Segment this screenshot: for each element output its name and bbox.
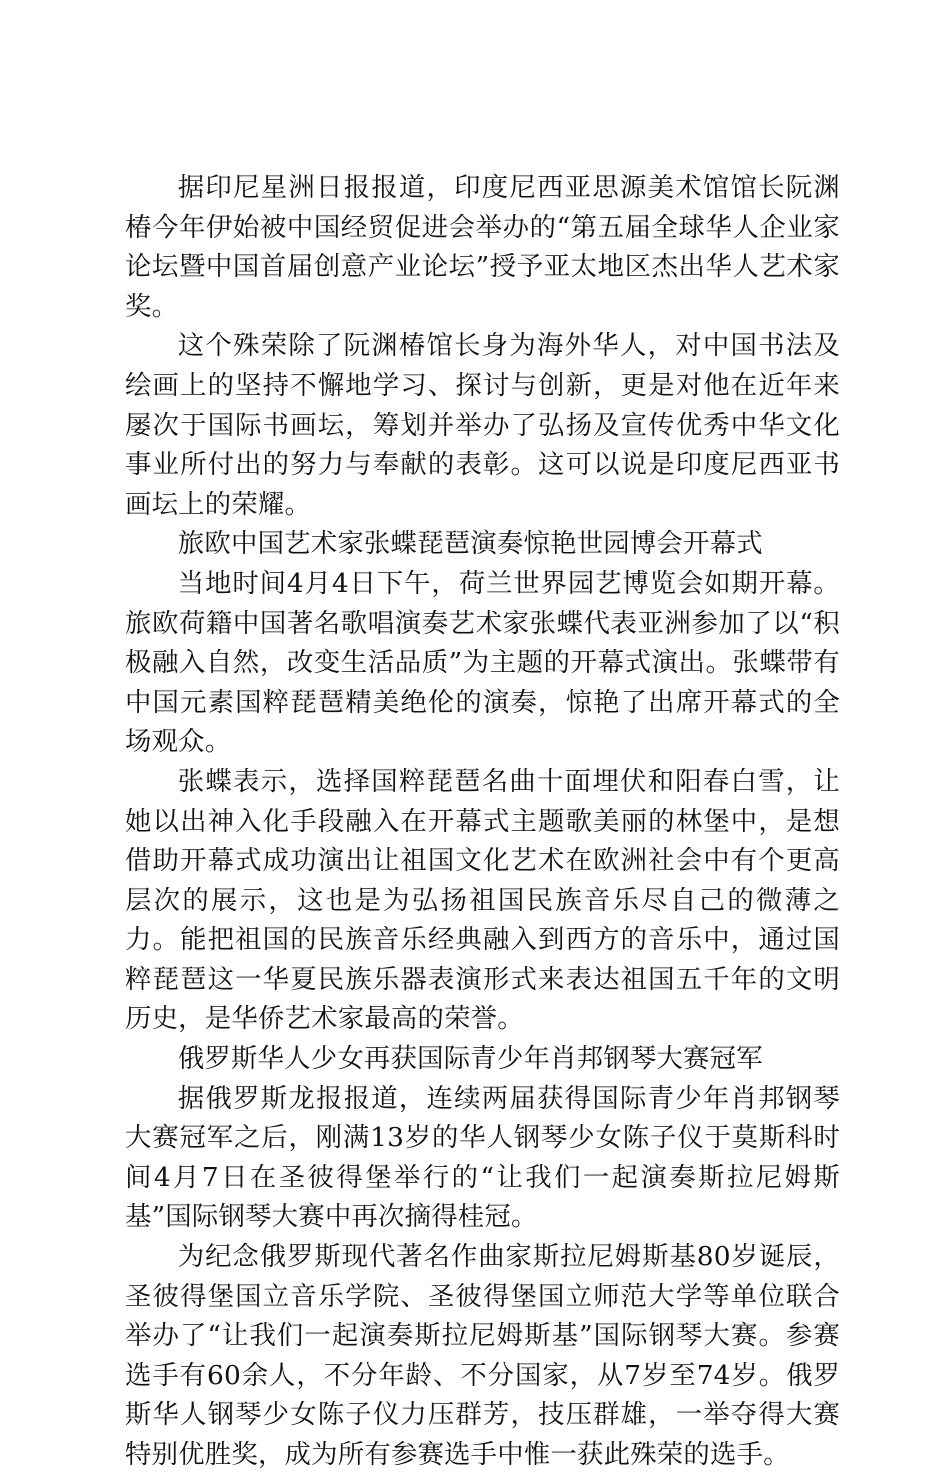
heading-pipa-performance: 旅欧中国艺术家张蝶琵琶演奏惊艳世园博会开幕式 bbox=[177, 528, 763, 560]
paragraph-award-news: 据印尼星洲日报报道，印度尼西亚思源美术馆馆长阮渊椿今年伊始被中国经贸促进会举办的“第五届全球华人企业家论坛暨中国首届创意产业论坛”授予亚太地区杰出华人艺术家奖。 bbox=[125, 172, 840, 322]
paragraph-award-significance: 这个殊荣除了阮渊椿馆长身为海外华人，对中国书法及绘画上的坚持不懈地学习、探讨与创新，更是对他在近年来屡次于国际书画坛，筹划并举办了弘扬及宣传优秀中华文化事业所付出的努力与奉献的表彰。这可以说是印度尼西亚书画坛上的荣耀。 bbox=[125, 330, 840, 520]
paragraph-zhang-die-statement: 张蝶表示，选择国粹琵琶名曲十面埋伏和阳春白雪，让她以出神入化手段融入在开幕式主题歌美丽的林堡中，是想借助开幕式成功演出让祖国文化艺术在欧洲社会中有个更高层次的展示，这也是为弘扬祖国民族音乐尽自己的微薄之力。能把祖国的民族音乐经典融入到西方的音乐中，通过国粹琵琶这一华夏民族乐器表演形式来表达祖国五千年的文明历史，是华侨艺术家最高的荣誉。 bbox=[125, 765, 840, 1035]
heading-piano-competition: 俄罗斯华人少女再获国际青少年肖邦钢琴大赛冠军 bbox=[177, 1043, 763, 1075]
paragraph-expo-opening: 当地时间4月4日下午，荷兰世界园艺博览会如期开幕。旅欧荷籍中国著名歌唱演奏艺术家张蝶代表亚洲参加了以“积极融入自然，改变生活品质”为主题的开幕式演出。张蝶带有中国元素国粹琵琶精美绝伦的演奏，惊艳了出席开幕式的全场观众。 bbox=[125, 567, 840, 758]
paragraph-competition-details: 为纪念俄罗斯现代著名作曲家斯拉尼姆斯基80岁诞辰，圣彼得堡国立音乐学院、圣彼得堡国立师范大学等单位联合举办了“让我们一起演奏斯拉尼姆斯基”国际钢琴大赛。参赛选手有60余人，不分年龄、不分国家，从7岁至74岁。俄罗斯华人钢琴少女陈子仪力压群芳，技压群雄，一举夺得大赛特别优胜奖，成为所有参赛选手中惟一获此殊荣的选手。 bbox=[125, 1241, 840, 1470]
paragraph-competition-win: 据俄罗斯龙报报道，连续两届获得国际青少年肖邦钢琴大赛冠军之后，刚满13岁的华人钢琴少女陈子仪于莫斯科时间4月7日在圣彼得堡举行的“让我们一起演奏斯拉尼姆斯基”国际钢琴大赛中再次摘得桂冠。 bbox=[125, 1082, 840, 1233]
document-body bbox=[125, 168, 840, 1475]
